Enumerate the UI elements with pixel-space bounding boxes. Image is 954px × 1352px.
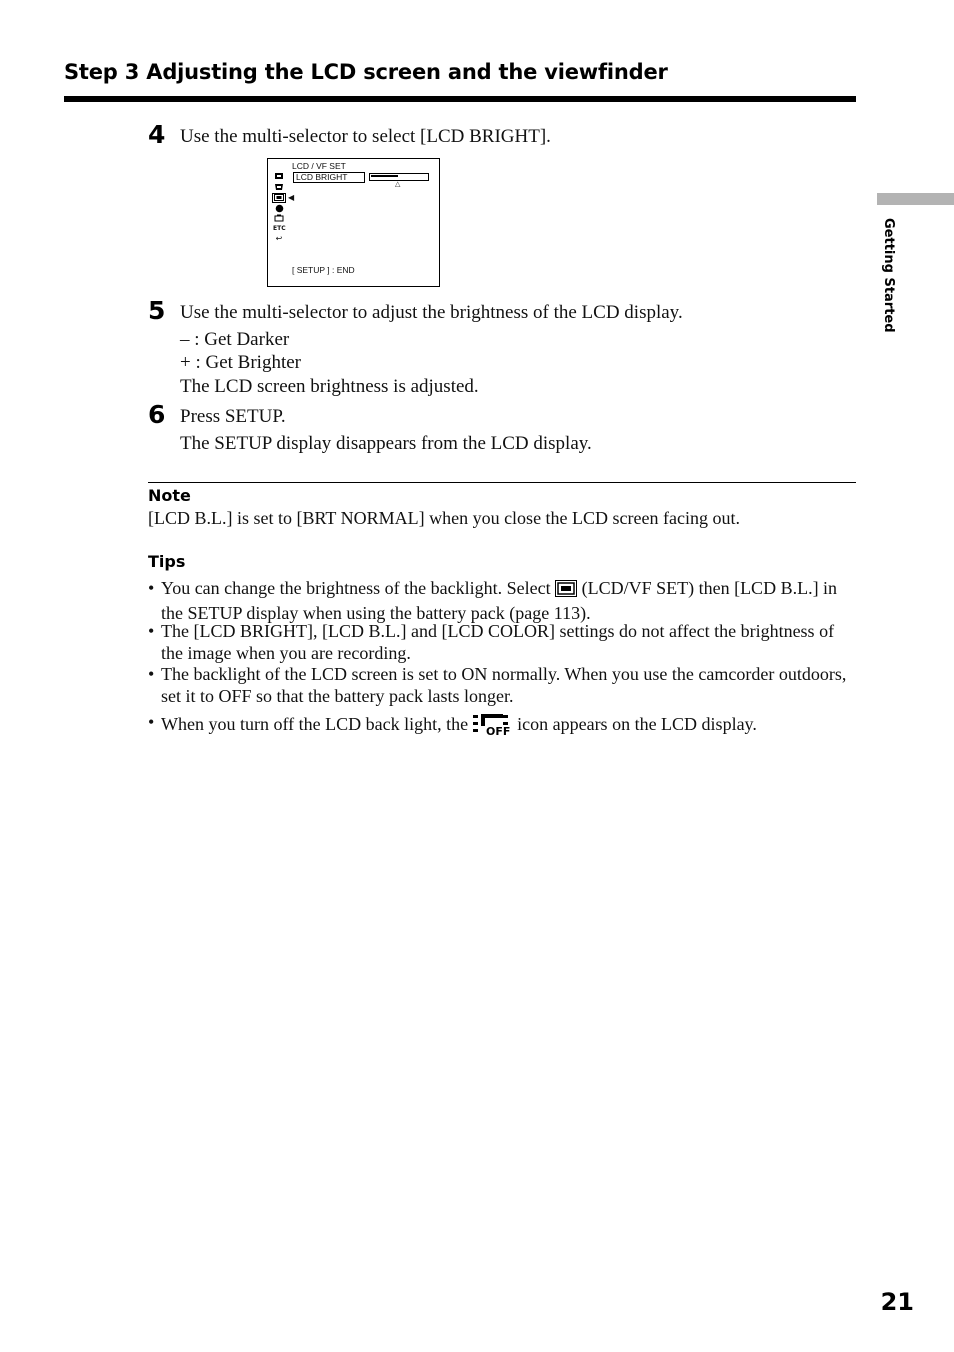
tip-bullet: • bbox=[148, 578, 155, 598]
tip-bullet: • bbox=[148, 664, 155, 684]
camera-menu-icon bbox=[273, 183, 285, 192]
tip-bullet: • bbox=[148, 621, 155, 641]
note-divider bbox=[148, 482, 856, 483]
tip-item bbox=[0, 712, 954, 738]
step-number-6: 6 bbox=[148, 400, 166, 429]
backlight-off-icon bbox=[473, 712, 513, 742]
lcd-setup-screen bbox=[267, 158, 440, 287]
step-4-text: Use the multi-selector to select [LCD BRIGHT]. bbox=[180, 126, 551, 147]
tip-text: The backlight of the LCD screen is set to ON normally. When you use the camcorder outdoors, set it to OFF so that the battery pack lasts longer. bbox=[161, 664, 847, 706]
step-number-5: 5 bbox=[148, 296, 166, 325]
lcd-brightness-fill bbox=[371, 175, 398, 177]
lcd-vf-set-icon bbox=[272, 193, 286, 203]
etc-icon: ETC bbox=[273, 225, 286, 232]
tip-item bbox=[0, 621, 954, 665]
step-6-result: The SETUP display disappears from the LCD display. bbox=[180, 433, 592, 454]
tip-item bbox=[0, 664, 954, 708]
lcd-menu-title: LCD / VF SET bbox=[292, 161, 346, 171]
lcd-vf-set-icon bbox=[555, 580, 577, 603]
memory-icon bbox=[273, 204, 285, 213]
tips-heading: Tips bbox=[148, 552, 186, 571]
page-number: 21 bbox=[880, 1288, 914, 1316]
tip-text-part: You can change the brightness of the backlight. Select bbox=[161, 578, 556, 598]
step-5-brighter: + : Get Brighter bbox=[180, 352, 301, 373]
lcd-selected-item: LCD BRIGHT bbox=[296, 172, 348, 182]
selector-arrow-icon: ◀ bbox=[288, 193, 295, 202]
svg-text:OFF: OFF bbox=[485, 725, 510, 736]
step-5-text: Use the multi-selector to adjust the brightness of the LCD display. bbox=[180, 302, 683, 323]
tip-text-part: When you turn off the LCD back light, the bbox=[161, 714, 473, 734]
camera-set-icon bbox=[273, 172, 285, 181]
lcd-brightness-bar bbox=[369, 173, 429, 181]
note-heading: Note bbox=[148, 486, 191, 505]
tip-text-part: icon appears on the LCD display. bbox=[512, 714, 757, 734]
tip-text bbox=[161, 712, 851, 742]
title-rule bbox=[64, 96, 856, 102]
tip-item bbox=[0, 578, 954, 622]
step-number-4: 4 bbox=[148, 120, 166, 149]
note-text: [LCD B.L.] is set to [BRT NORMAL] when you close the LCD screen facing out. bbox=[148, 508, 740, 528]
lcd-marker-icon: △ bbox=[395, 181, 401, 188]
step-5-darker: – : Get Darker bbox=[180, 329, 290, 350]
tip-text bbox=[161, 578, 851, 624]
section-tab-label: Getting Started bbox=[881, 218, 896, 333]
return-icon: ↩ bbox=[275, 234, 283, 243]
tip-text: The [LCD BRIGHT], [LCD B.L.] and [LCD COLOR] settings do not affect the brightness of the image when you are recording. bbox=[161, 621, 835, 663]
step-6-text: Press SETUP. bbox=[180, 406, 286, 427]
tip-bullet: • bbox=[148, 712, 155, 732]
tape-icon bbox=[273, 214, 285, 223]
tip-text-part: (LCD/VF SET) then [LCD B.L.] in the SETUP display when using the battery pack (page 113). bbox=[161, 578, 838, 623]
page-title: Step 3 Adjusting the LCD screen and the viewfinder bbox=[64, 60, 668, 84]
lcd-footer: [ SETUP ] : END bbox=[292, 265, 355, 275]
step-5-result: The LCD screen brightness is adjusted. bbox=[180, 376, 479, 397]
section-tab-marker bbox=[877, 193, 954, 205]
